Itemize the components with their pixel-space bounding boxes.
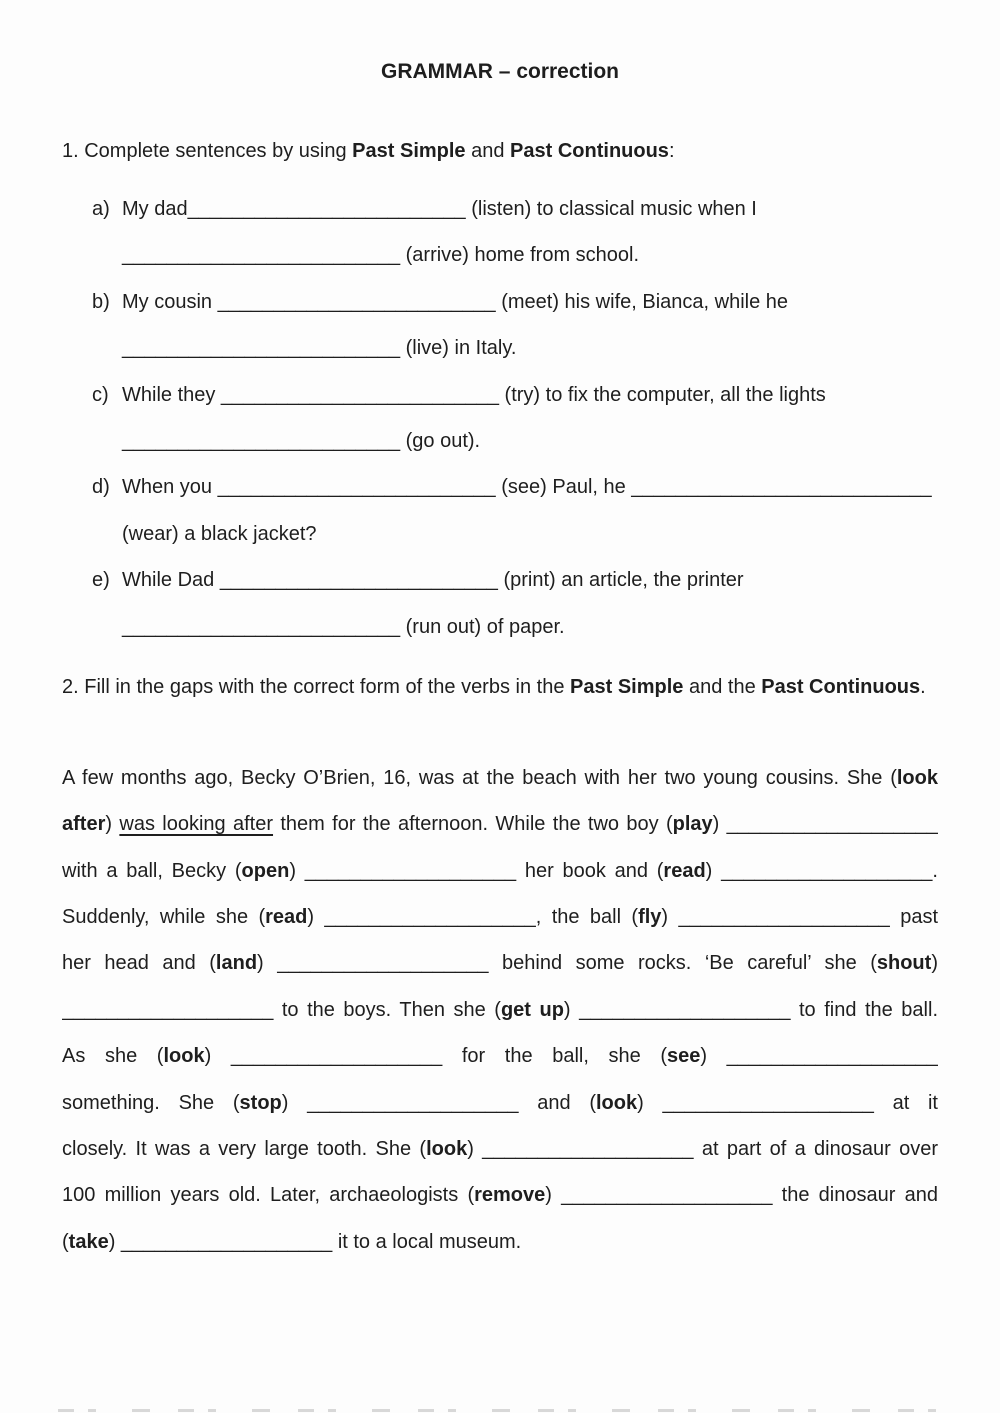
paragraph-line (62, 801, 938, 847)
text-segment: ) ___________________ her book and ( (289, 859, 664, 882)
text-segment: Suddenly, while she ( (62, 906, 266, 929)
text-segment: Past Continuous (510, 140, 669, 162)
paragraph-line (62, 987, 938, 1033)
text-segment: ) ___________________ past (661, 906, 938, 929)
item-line (122, 279, 938, 325)
text-segment: _________________________ (live) in Italy. (122, 337, 517, 360)
paragraph-line (62, 1033, 938, 1079)
text-segment: : (668, 140, 675, 162)
item-label: b) (92, 290, 110, 313)
text-segment: 2. Fill in the gaps with the correct form of the verbs in the (62, 675, 571, 698)
text-segment: ) ___________________ and ( (281, 1091, 596, 1114)
exercise2-heading (62, 673, 938, 701)
text-segment: see (667, 1045, 701, 1068)
text-segment: Past Simple (352, 140, 466, 162)
exercise1-item (62, 557, 938, 650)
text-segment: stop (239, 1091, 282, 1114)
text-segment: ( (62, 1230, 69, 1253)
paragraph-line (62, 894, 938, 940)
paragraph-line (62, 1080, 938, 1126)
text-segment: While Dad _________________________ (print) an article, the printer (122, 569, 744, 592)
item-line (122, 604, 938, 650)
page-title: GRAMMAR – correction (380, 60, 620, 83)
item-label: e) (92, 569, 110, 592)
text-segment: read (663, 859, 706, 882)
paragraph-line (62, 940, 938, 986)
item-line (122, 511, 938, 557)
text-segment: ) ___________________ at it (637, 1091, 938, 1114)
text-segment: look (595, 1091, 638, 1114)
text-segment: something. She ( (62, 1091, 240, 1114)
exercise1-heading (62, 137, 938, 165)
text-segment: _________________________ (run out) of paper. (122, 615, 565, 638)
exercise1-list (62, 186, 938, 650)
text-segment: ) ___________________ for the ball, she ( (204, 1045, 668, 1068)
paragraph-line (62, 1126, 938, 1172)
text-segment: ) ___________________ (712, 813, 938, 836)
text-segment: My dad_________________________ (listen) to classical music when I (122, 198, 757, 220)
text-segment: her head and ( (62, 952, 216, 975)
exercise1-item (62, 464, 938, 557)
text-segment: shout (876, 952, 932, 975)
text-segment: fly (638, 906, 662, 929)
text-segment: ) ___________________ to find the ball. (563, 998, 938, 1021)
exercise2-paragraph (62, 755, 938, 1265)
text-segment: 100 million years old. Later, archaeologists ( (62, 1184, 475, 1207)
item-label: a) (92, 198, 110, 220)
text-segment: ) ___________________, the ball ( (307, 906, 639, 929)
item-line (122, 186, 938, 232)
exercise1-item (62, 372, 938, 465)
text-segment: get up (500, 998, 564, 1021)
item-line (122, 325, 938, 371)
text-segment: ) ___________________ at part of a dinosaur over (467, 1138, 938, 1161)
text-segment: look (426, 1138, 468, 1161)
exercise1-item (62, 186, 938, 279)
text-segment: _________________________ (arrive) home from school. (122, 244, 640, 267)
exercise1-item (62, 279, 938, 372)
item-label: c) (92, 383, 109, 406)
text-segment: ) (105, 813, 120, 836)
text-segment: and (465, 140, 511, 162)
paragraph-line (62, 755, 938, 801)
text-segment: closely. It was a very large tooth. She ( (62, 1138, 427, 1161)
text-segment: _________________________ (go out). (122, 429, 481, 452)
text-segment: . (920, 675, 926, 698)
text-segment: ) ___________________ (700, 1045, 938, 1068)
paragraph-line (62, 1219, 938, 1265)
text-segment: 1. Complete sentences by using (62, 140, 353, 162)
item-line (122, 418, 938, 464)
text-segment: Past Continuous (761, 675, 921, 698)
item-label: d) (92, 476, 110, 499)
item-line (122, 557, 938, 603)
text-segment: and the (683, 675, 762, 698)
text-segment: them for the afternoon. While the two boy ( (273, 813, 673, 836)
item-line (122, 464, 938, 510)
text-segment: land (215, 952, 258, 975)
text-segment: ) ___________________ behind some rocks. ‘Be careful’ she ( (257, 952, 877, 975)
text-segment: open (241, 859, 290, 882)
text-segment: ) ___________________. (705, 859, 938, 882)
page-bottom-cutoff-artifact (58, 1409, 956, 1412)
paragraph-line (62, 848, 938, 894)
item-line (122, 232, 938, 278)
text-segment: was looking after (119, 813, 274, 836)
text-segment: Past Simple (570, 675, 684, 698)
text-segment: after (62, 813, 106, 836)
text-segment: read (265, 906, 308, 929)
text-segment: play (672, 813, 713, 836)
text-segment: ___________________ to the boys. Then she ( (62, 998, 501, 1021)
text-segment: look (896, 766, 938, 789)
text-segment: ) (931, 952, 938, 975)
text-segment: ) ___________________ the dinosaur and (545, 1184, 938, 1207)
text-segment: with a ball, Becky ( (62, 859, 242, 882)
text-segment: As she ( (62, 1045, 164, 1068)
item-line (122, 372, 938, 418)
text-segment: look (163, 1045, 205, 1068)
text-segment: remove (474, 1184, 546, 1207)
text-segment: (wear) a black jacket? (122, 522, 317, 545)
text-segment: My cousin _________________________ (meet) his wife, Bianca, while he (122, 290, 789, 313)
paragraph-line (62, 1172, 938, 1218)
text-segment: take (68, 1230, 109, 1253)
text-segment: When you _________________________ (see) Paul, he ___________________________ (122, 476, 932, 499)
text-segment: While they _________________________ (try) to fix the computer, all the lights (122, 383, 826, 406)
text-segment: ) ___________________ it to a local museum. (108, 1230, 522, 1253)
text-segment: A few months ago, Becky O’Brien, 16, was at the beach with her two young cousins. She ( (62, 766, 897, 789)
